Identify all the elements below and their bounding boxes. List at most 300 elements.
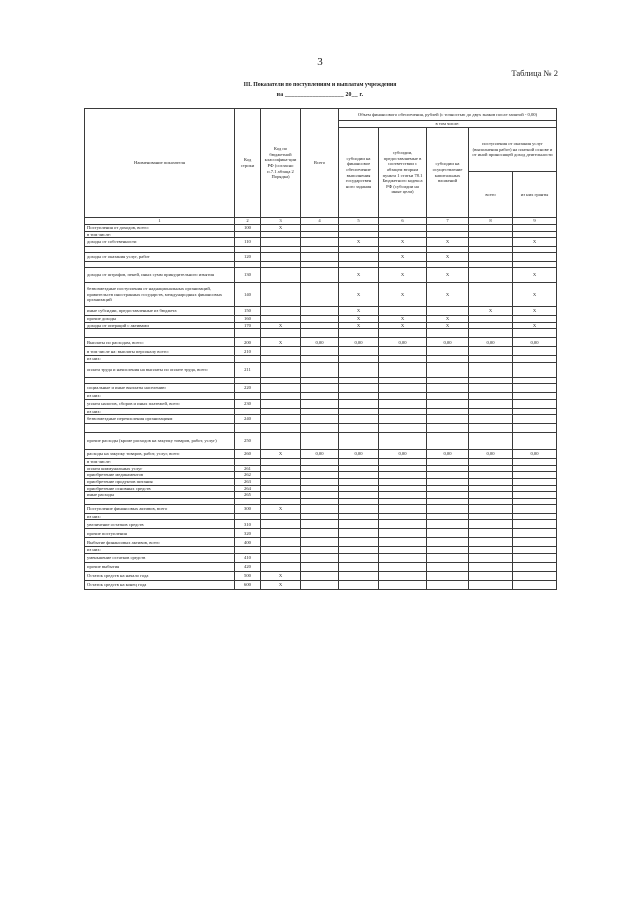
cell-c6 xyxy=(379,415,427,424)
cell-c9 xyxy=(513,580,557,589)
cell-c7 xyxy=(427,356,469,363)
cell-c5 xyxy=(339,362,379,377)
cell-c5: Х xyxy=(339,307,379,316)
cell-c7 xyxy=(427,485,469,492)
cell-c6 xyxy=(379,399,427,408)
cell-c4 xyxy=(301,513,339,520)
heading-date-line: на ___________________ 20__ г. xyxy=(276,92,364,98)
table-row xyxy=(85,529,557,538)
indicator-name: в том числе: xyxy=(85,459,235,466)
cell-c5 xyxy=(339,547,379,554)
table-row xyxy=(85,253,557,262)
cell-c3 xyxy=(261,415,301,424)
indicator-name: оплата коммунальных услуг xyxy=(85,465,235,472)
cell-c3: Х xyxy=(261,338,301,347)
cell-c9 xyxy=(513,253,557,262)
table-row xyxy=(85,399,557,408)
cell-c8 xyxy=(469,485,513,492)
cell-c7 xyxy=(427,459,469,466)
cell-c7 xyxy=(427,424,469,433)
cell-c5: 0,00 xyxy=(339,338,379,347)
cell-c5: 0,00 xyxy=(339,450,379,459)
cell-c8 xyxy=(469,504,513,513)
cell-c3: Х xyxy=(261,450,301,459)
table-row xyxy=(85,392,557,399)
cell-c9 xyxy=(513,472,557,479)
cell-c3 xyxy=(261,465,301,472)
cell-c6 xyxy=(379,231,427,238)
cell-c6 xyxy=(379,547,427,554)
column-number: 1 xyxy=(85,218,235,225)
cell-c9 xyxy=(513,408,557,415)
cell-c9 xyxy=(513,571,557,580)
cell-c4 xyxy=(301,392,339,399)
cell-c4 xyxy=(301,408,339,415)
cell-c3: Х xyxy=(261,580,301,589)
indicator-name: иные расходы xyxy=(85,492,235,499)
row-code: 265 xyxy=(235,492,261,499)
indicator-name: прочие доходы xyxy=(85,316,235,323)
column-number: 3 xyxy=(261,218,301,225)
cell-c6: Х xyxy=(379,238,427,247)
indicator-name: доходы от операций с активами xyxy=(85,322,235,329)
indicator-name: уплата налогов, сборов и иных платежей, всего xyxy=(85,399,235,408)
header-indicator-name: Наименование показателя xyxy=(85,109,235,218)
header-col5: субсидии на финансовое обеспечение выполнения государствен ного задания xyxy=(339,128,379,218)
cell-c8 xyxy=(469,553,513,562)
cell-c7 xyxy=(427,538,469,547)
cell-c8 xyxy=(469,520,513,529)
cell-c3 xyxy=(261,283,301,307)
cell-c7 xyxy=(427,529,469,538)
cell-c7: Х xyxy=(427,283,469,307)
cell-c9: Х xyxy=(513,322,557,329)
indicator-name xyxy=(85,424,235,433)
indicator-name: безвозмездные перечисления организациям xyxy=(85,415,235,424)
cell-c4 xyxy=(301,472,339,479)
cell-c3 xyxy=(261,356,301,363)
header-col8: всего xyxy=(469,172,513,218)
row-code xyxy=(235,329,261,338)
indicator-name: Выбытие финансовых активов, всего xyxy=(85,538,235,547)
cell-c7: Х xyxy=(427,268,469,283)
cell-c8 xyxy=(469,562,513,571)
cell-c8: Х xyxy=(469,307,513,316)
cell-c3: Х xyxy=(261,225,301,232)
row-code: 210 xyxy=(235,347,261,356)
cell-c4 xyxy=(301,268,339,283)
row-code: 220 xyxy=(235,383,261,392)
cell-c7 xyxy=(427,580,469,589)
cell-c6: Х xyxy=(379,322,427,329)
table-row xyxy=(85,520,557,529)
cell-c5 xyxy=(339,225,379,232)
cell-c9 xyxy=(513,225,557,232)
cell-c9 xyxy=(513,433,557,450)
cell-c7 xyxy=(427,571,469,580)
cell-c5 xyxy=(339,415,379,424)
cell-c7: Х xyxy=(427,322,469,329)
cell-c5 xyxy=(339,424,379,433)
row-code: 250 xyxy=(235,433,261,450)
row-code xyxy=(235,424,261,433)
cell-c8: 0,00 xyxy=(469,338,513,347)
cell-c6 xyxy=(379,383,427,392)
row-code xyxy=(235,231,261,238)
cell-c6 xyxy=(379,492,427,499)
cell-c8 xyxy=(469,362,513,377)
indicator-name: в том числе: xyxy=(85,231,235,238)
cell-c8 xyxy=(469,472,513,479)
cell-c4 xyxy=(301,383,339,392)
cell-c8 xyxy=(469,529,513,538)
cell-c7 xyxy=(427,513,469,520)
cell-c3 xyxy=(261,513,301,520)
row-code: 100 xyxy=(235,225,261,232)
cell-c5 xyxy=(339,329,379,338)
cell-c5 xyxy=(339,520,379,529)
cell-c3 xyxy=(261,459,301,466)
row-code xyxy=(235,547,261,554)
table-row xyxy=(85,338,557,347)
indicator-name: доходы от собственности xyxy=(85,238,235,247)
cell-c8 xyxy=(469,238,513,247)
cell-c8 xyxy=(469,268,513,283)
cell-c8 xyxy=(469,580,513,589)
cell-c5 xyxy=(339,580,379,589)
indicator-name: Поступление финансовых активов, всего xyxy=(85,504,235,513)
row-code: 264 xyxy=(235,485,261,492)
cell-c8 xyxy=(469,316,513,323)
cell-c6 xyxy=(379,408,427,415)
cell-c4 xyxy=(301,492,339,499)
cell-c6: Х xyxy=(379,253,427,262)
table-row xyxy=(85,347,557,356)
cell-c3 xyxy=(261,253,301,262)
cell-c8 xyxy=(469,424,513,433)
cell-c4 xyxy=(301,424,339,433)
cell-c3: Х xyxy=(261,322,301,329)
table-row xyxy=(85,408,557,415)
row-code: 120 xyxy=(235,253,261,262)
cell-c3 xyxy=(261,399,301,408)
cell-c9 xyxy=(513,399,557,408)
cell-c5 xyxy=(339,571,379,580)
cell-c9 xyxy=(513,329,557,338)
cell-c7 xyxy=(427,520,469,529)
cell-c3 xyxy=(261,538,301,547)
cell-c8 xyxy=(469,322,513,329)
cell-c6 xyxy=(379,465,427,472)
cell-c7 xyxy=(427,347,469,356)
cell-c8 xyxy=(469,253,513,262)
cell-c8 xyxy=(469,225,513,232)
cell-c3 xyxy=(261,316,301,323)
cell-c4 xyxy=(301,553,339,562)
indicator-name: Поступления от доходов, всего: xyxy=(85,225,235,232)
cell-c3 xyxy=(261,383,301,392)
row-code: 300 xyxy=(235,504,261,513)
indicators-table xyxy=(84,108,557,590)
indicator-name: иные субсидии, предоставленные из бюджета xyxy=(85,307,235,316)
cell-c3 xyxy=(261,268,301,283)
column-number: 6 xyxy=(379,218,427,225)
cell-c6 xyxy=(379,347,427,356)
cell-c9 xyxy=(513,520,557,529)
cell-c7 xyxy=(427,415,469,424)
header-financing-volume: Объем финансового обеспечения, рублей (с точностью до двух знаков после запятой - 0,00) xyxy=(339,109,557,121)
indicator-name xyxy=(85,329,235,338)
cell-c6 xyxy=(379,580,427,589)
cell-c9 xyxy=(513,553,557,562)
table-row xyxy=(85,356,557,363)
cell-c6 xyxy=(379,562,427,571)
cell-c6: Х xyxy=(379,283,427,307)
row-code: 200 xyxy=(235,338,261,347)
cell-c9: Х xyxy=(513,283,557,307)
cell-c9: Х xyxy=(513,238,557,247)
table-row xyxy=(85,450,557,459)
cell-c7 xyxy=(427,307,469,316)
cell-c5 xyxy=(339,478,379,485)
cell-c3 xyxy=(261,362,301,377)
cell-c5 xyxy=(339,459,379,466)
indicator-name: из них: xyxy=(85,513,235,520)
column-number: 2 xyxy=(235,218,261,225)
cell-c4 xyxy=(301,478,339,485)
cell-c9: Х xyxy=(513,268,557,283)
cell-c6: Х xyxy=(379,316,427,323)
cell-c8 xyxy=(469,513,513,520)
indicator-name: прочие поступления xyxy=(85,529,235,538)
table-row xyxy=(85,492,557,499)
cell-c6 xyxy=(379,504,427,513)
cell-c6 xyxy=(379,424,427,433)
cell-c8 xyxy=(469,459,513,466)
cell-c8 xyxy=(469,329,513,338)
cell-c7: Х xyxy=(427,238,469,247)
indicator-name: Выплаты по расходам, всего: xyxy=(85,338,235,347)
cell-c4 xyxy=(301,347,339,356)
cell-c5 xyxy=(339,504,379,513)
cell-c5 xyxy=(339,433,379,450)
cell-c4 xyxy=(301,231,339,238)
cell-c7 xyxy=(427,362,469,377)
column-numbers-row xyxy=(85,218,557,225)
cell-c7: Х xyxy=(427,253,469,262)
cell-c4 xyxy=(301,529,339,538)
row-code: 400 xyxy=(235,538,261,547)
column-number: 8 xyxy=(469,218,513,225)
table-row xyxy=(85,424,557,433)
cell-c4 xyxy=(301,253,339,262)
cell-c9: 0,00 xyxy=(513,450,557,459)
cell-c6 xyxy=(379,392,427,399)
cell-c6: Х xyxy=(379,268,427,283)
table-row xyxy=(85,547,557,554)
cell-c3 xyxy=(261,529,301,538)
cell-c7 xyxy=(427,472,469,479)
cell-c7 xyxy=(427,399,469,408)
cell-c5 xyxy=(339,347,379,356)
row-code: 260 xyxy=(235,450,261,459)
cell-c9 xyxy=(513,478,557,485)
cell-c7 xyxy=(427,408,469,415)
indicator-name: доходы от штрафов, пеней, иных сумм принудительного изъятия xyxy=(85,268,235,283)
cell-c4 xyxy=(301,225,339,232)
cell-c5: Х xyxy=(339,238,379,247)
row-code xyxy=(235,408,261,415)
cell-c9 xyxy=(513,392,557,399)
cell-c7: 0,00 xyxy=(427,338,469,347)
indicator-name: прочие выбытия xyxy=(85,562,235,571)
table-row xyxy=(85,231,557,238)
section-heading xyxy=(0,80,640,100)
table-row xyxy=(85,415,557,424)
cell-c3 xyxy=(261,433,301,450)
header-col89: поступления от оказания услуг (выполнения работ) на платной основе и от иной приносящей доход деятельности xyxy=(469,128,557,172)
cell-c7 xyxy=(427,383,469,392)
cell-c6 xyxy=(379,513,427,520)
table-row xyxy=(85,433,557,450)
table-row xyxy=(85,580,557,589)
row-code: 150 xyxy=(235,307,261,316)
table-row xyxy=(85,362,557,377)
cell-c5 xyxy=(339,392,379,399)
indicator-name: приобретение продуктов питания xyxy=(85,478,235,485)
cell-c3 xyxy=(261,553,301,562)
cell-c4: 0,00 xyxy=(301,450,339,459)
table-row xyxy=(85,472,557,479)
cell-c5 xyxy=(339,472,379,479)
cell-c3 xyxy=(261,329,301,338)
cell-c5: Х xyxy=(339,322,379,329)
cell-c6 xyxy=(379,307,427,316)
cell-c6 xyxy=(379,362,427,377)
cell-c6: 0,00 xyxy=(379,338,427,347)
cell-c9 xyxy=(513,347,557,356)
table-row xyxy=(85,562,557,571)
cell-c9 xyxy=(513,231,557,238)
cell-c9 xyxy=(513,424,557,433)
cell-c3 xyxy=(261,347,301,356)
cell-c5: Х xyxy=(339,316,379,323)
cell-c6 xyxy=(379,529,427,538)
cell-c8 xyxy=(469,571,513,580)
cell-c5: Х xyxy=(339,268,379,283)
cell-c7 xyxy=(427,562,469,571)
table-row xyxy=(85,459,557,466)
table-row xyxy=(85,478,557,485)
cell-c6 xyxy=(379,459,427,466)
cell-c8 xyxy=(469,415,513,424)
column-number: 9 xyxy=(513,218,557,225)
table-row xyxy=(85,322,557,329)
indicator-name: Остаток средств на конец года xyxy=(85,580,235,589)
cell-c8 xyxy=(469,492,513,499)
table-row xyxy=(85,283,557,307)
table-row xyxy=(85,485,557,492)
row-code: 160 xyxy=(235,316,261,323)
cell-c8 xyxy=(469,383,513,392)
row-code: 170 xyxy=(235,322,261,329)
cell-c4 xyxy=(301,283,339,307)
table-row xyxy=(85,307,557,316)
cell-c7 xyxy=(427,478,469,485)
header-total: Всего xyxy=(301,109,339,218)
indicator-name: из них: xyxy=(85,392,235,399)
cell-c9 xyxy=(513,562,557,571)
cell-c3 xyxy=(261,307,301,316)
cell-c7 xyxy=(427,231,469,238)
cell-c3 xyxy=(261,238,301,247)
cell-c8: 0,00 xyxy=(469,450,513,459)
cell-c3 xyxy=(261,472,301,479)
cell-c6 xyxy=(379,520,427,529)
table-row xyxy=(85,465,557,472)
header-including: в том числе: xyxy=(339,121,557,128)
indicator-name: увеличение остатков средств xyxy=(85,520,235,529)
column-number: 5 xyxy=(339,218,379,225)
cell-c9 xyxy=(513,356,557,363)
row-code xyxy=(235,392,261,399)
table-row xyxy=(85,504,557,513)
indicator-name: оплата труда и начисления на выплаты по оплате труда, всего xyxy=(85,362,235,377)
cell-c3 xyxy=(261,520,301,529)
cell-c6 xyxy=(379,553,427,562)
cell-c5 xyxy=(339,231,379,238)
cell-c6 xyxy=(379,538,427,547)
cell-c4 xyxy=(301,571,339,580)
table-row xyxy=(85,225,557,232)
row-code: 140 xyxy=(235,283,261,307)
cell-c4 xyxy=(301,356,339,363)
cell-c6 xyxy=(379,225,427,232)
page-number: 3 xyxy=(317,56,323,68)
cell-c4 xyxy=(301,547,339,554)
row-code xyxy=(235,459,261,466)
cell-c7 xyxy=(427,465,469,472)
row-code: 130 xyxy=(235,268,261,283)
column-number: 7 xyxy=(427,218,469,225)
cell-c3 xyxy=(261,392,301,399)
header-col6: субсидии, предоставляемые в соответствии с абзацем вторым пункта 1 статьи 78.1 Бюджетного кодекса РФ (субсидии на иные цели) xyxy=(379,128,427,218)
cell-c5 xyxy=(339,356,379,363)
row-code: 261 xyxy=(235,465,261,472)
cell-c9: 0,00 xyxy=(513,338,557,347)
cell-c3: Х xyxy=(261,504,301,513)
table-row xyxy=(85,238,557,247)
row-code: 262 xyxy=(235,472,261,479)
cell-c4 xyxy=(301,562,339,571)
cell-c4 xyxy=(301,399,339,408)
cell-c4 xyxy=(301,485,339,492)
cell-c4: 0,00 xyxy=(301,338,339,347)
header-budget-code: Код по бюджетной классифика-ции РФ (согласно п.7.1 абзаца 2 Порядка) xyxy=(261,109,301,218)
cell-c7 xyxy=(427,547,469,554)
row-code: 320 xyxy=(235,529,261,538)
indicator-name: из них: xyxy=(85,408,235,415)
cell-c6 xyxy=(379,485,427,492)
cell-c4 xyxy=(301,329,339,338)
cell-c4 xyxy=(301,538,339,547)
cell-c9 xyxy=(513,465,557,472)
indicator-name: из них: xyxy=(85,356,235,363)
cell-c4 xyxy=(301,322,339,329)
indicator-name: доходы от оказания услуг, работ xyxy=(85,253,235,262)
cell-c5: Х xyxy=(339,283,379,307)
cell-c5 xyxy=(339,399,379,408)
